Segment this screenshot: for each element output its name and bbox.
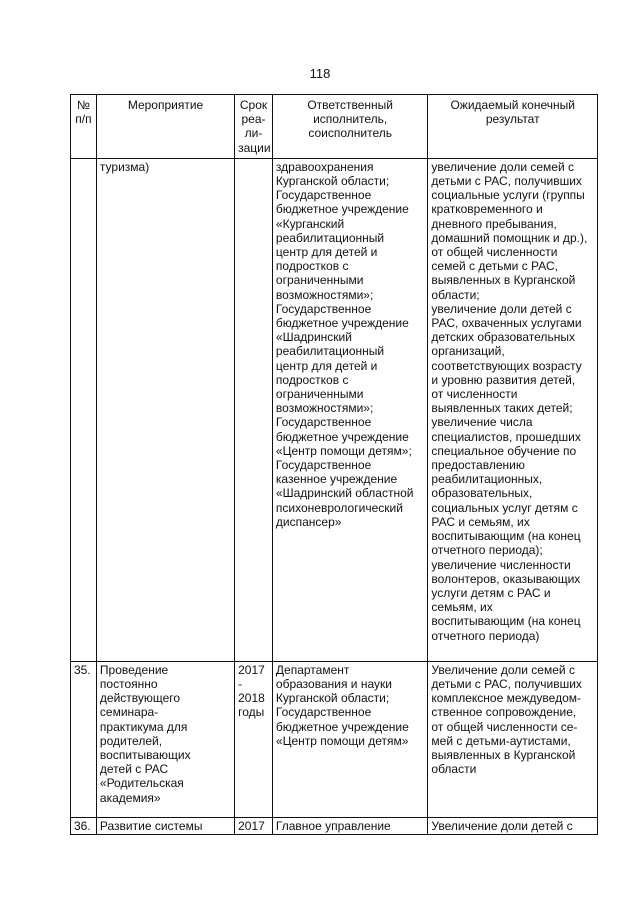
page-number: 118 [309,66,331,81]
table-header-row [71,95,598,159]
table-row [71,817,598,834]
row-responsible: Департамент образования и науки Курганской области; Государственное бюджетное учреждение «Центр помощи детям» [272,661,428,817]
row-term: 2017 - 2018 годы [235,661,273,817]
row-term: 2017 [235,817,273,834]
row-num: 36. [71,817,97,834]
row-event: Проведение постоянно действующего семинара- практикума для родителей, воспитывающих детей с РАС «Родительская академия» [96,661,234,817]
row-result: Увеличение доли детей с [428,817,598,834]
header-num: № п/п [71,95,97,159]
header-result: Ожидаемый конечный результат [428,95,598,159]
row-responsible: здравоохранения Курганской области; Государственное бюджетное учреждение «Курганский реабилитационный центр для детей и подростков с ограниченными возможностями»; Государственное бюджетное учреждение «Шадринский реабилитационный центр для детей и подростков с ограниченными возможностями»; Государственное бюджетное учреждение «Центр помощи детям»; Государственное казенное учреждение «Шадринский областной психоневрологический диспансер» [272,158,428,661]
header-responsible: Ответственный исполнитель, соисполнитель [272,95,428,159]
header-term: Срок реа- ли- зации [235,95,273,159]
header-event: Мероприятие [96,95,234,159]
row-num [71,158,97,661]
row-responsible: Главное управление [272,817,428,834]
row-result: Увеличение доли семей с детьми с РАС, получивших комплексное междуведом- ственное сопровождение, от общей численности се- мей с детьми-аутистами, выявленных в Курганской области [428,661,598,817]
row-event: туризма) [96,158,234,661]
row-num: 35. [71,661,97,817]
row-term [235,158,273,661]
table-row [71,158,598,661]
table-row [71,661,598,817]
row-result: увеличение доли семей с детьми с РАС, получивших социальные услуги (группы кратковременного и дневного пребывания, домашний помощник и др.), от общей численности семей с детьми с РАС, выявленных в Курганской области; увеличение доли детей с РАС, охваченных услугами детских образовательных организаций, соответствующих возрасту и уровню развития детей, от численности выявленных таких детей; увеличение числа специалистов, прошедших специальное обучение по предоставлению реабилитационных, образовательных, социальных услуг детям с РАС и семьям, их воспитывающим (на конец отчетного периода); увеличение численности волонтеров, оказывающих услуги детям с РАС и семьям, их воспитывающим (на конец отчетного периода) [428,158,598,661]
row-event: Развитие системы [96,817,234,834]
measures-table [70,94,598,835]
